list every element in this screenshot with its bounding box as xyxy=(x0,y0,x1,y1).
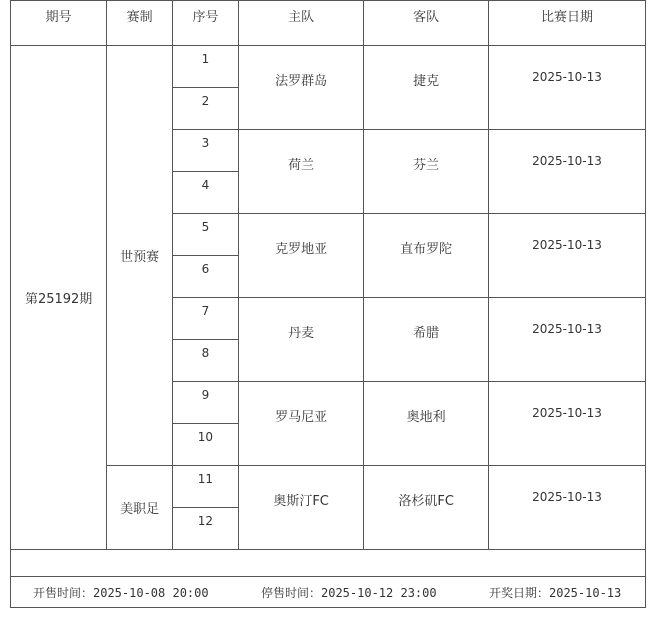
home-team-cell: 罗马尼亚 xyxy=(238,382,364,466)
seq-cell: 8 xyxy=(173,340,239,382)
home-team-cell: 法罗群岛 xyxy=(238,46,364,130)
match-date-cell: 2025-10-13 xyxy=(488,214,645,298)
header-home: 主队 xyxy=(238,1,364,46)
away-team-cell: 捷克 xyxy=(364,46,489,130)
header-away: 客队 xyxy=(364,1,489,46)
home-team-cell: 克罗地亚 xyxy=(238,214,364,298)
seq-cell: 4 xyxy=(173,172,239,214)
sale-start-time: 开售时间：2025-10-08 20:00 xyxy=(33,586,209,600)
schedule-table xyxy=(11,0,645,550)
sale-end-time: 停售时间：2025-10-12 23:00 xyxy=(261,586,437,600)
match-date-cell: 2025-10-13 xyxy=(488,46,645,130)
seq-cell: 12 xyxy=(173,508,239,550)
header-type: 赛制 xyxy=(107,1,173,46)
match-date-cell: 2025-10-13 xyxy=(488,382,645,466)
header-issue: 期号 xyxy=(11,1,107,46)
away-team-cell: 希腊 xyxy=(364,298,489,382)
away-team-cell: 洛杉矶FC xyxy=(364,466,489,550)
away-team-cell: 芬兰 xyxy=(364,130,489,214)
match-date-cell: 2025-10-13 xyxy=(488,130,645,214)
header-row xyxy=(11,1,645,46)
home-team-cell: 荷兰 xyxy=(238,130,364,214)
seq-cell: 3 xyxy=(173,130,239,172)
sale-info-footer xyxy=(11,578,645,606)
home-team-cell: 奥斯汀FC xyxy=(238,466,364,550)
blank-row xyxy=(11,548,645,577)
seq-cell: 10 xyxy=(173,424,239,466)
away-team-cell: 直布罗陀 xyxy=(364,214,489,298)
lottery-schedule-sheet xyxy=(10,0,646,608)
match-date-cell: 2025-10-13 xyxy=(488,298,645,382)
header-seq: 序号 xyxy=(173,1,239,46)
draw-date: 开奖日期：2025-10-13 xyxy=(489,586,622,600)
match-date-cell: 2025-10-13 xyxy=(488,466,645,550)
seq-cell: 11 xyxy=(173,466,239,508)
away-team-cell: 奥地利 xyxy=(364,382,489,466)
header-date: 比赛日期 xyxy=(488,1,645,46)
seq-cell: 1 xyxy=(173,46,239,88)
issue-cell: 第25192期 xyxy=(11,46,107,550)
seq-cell: 7 xyxy=(173,298,239,340)
seq-cell: 2 xyxy=(173,88,239,130)
seq-cell: 9 xyxy=(173,382,239,424)
table-row xyxy=(11,466,645,508)
seq-cell: 5 xyxy=(173,214,239,256)
seq-cell: 6 xyxy=(173,256,239,298)
table-row xyxy=(11,46,645,88)
competition-cell: 美职足 xyxy=(107,466,173,550)
home-team-cell: 丹麦 xyxy=(238,298,364,382)
competition-cell: 世预赛 xyxy=(107,46,173,466)
